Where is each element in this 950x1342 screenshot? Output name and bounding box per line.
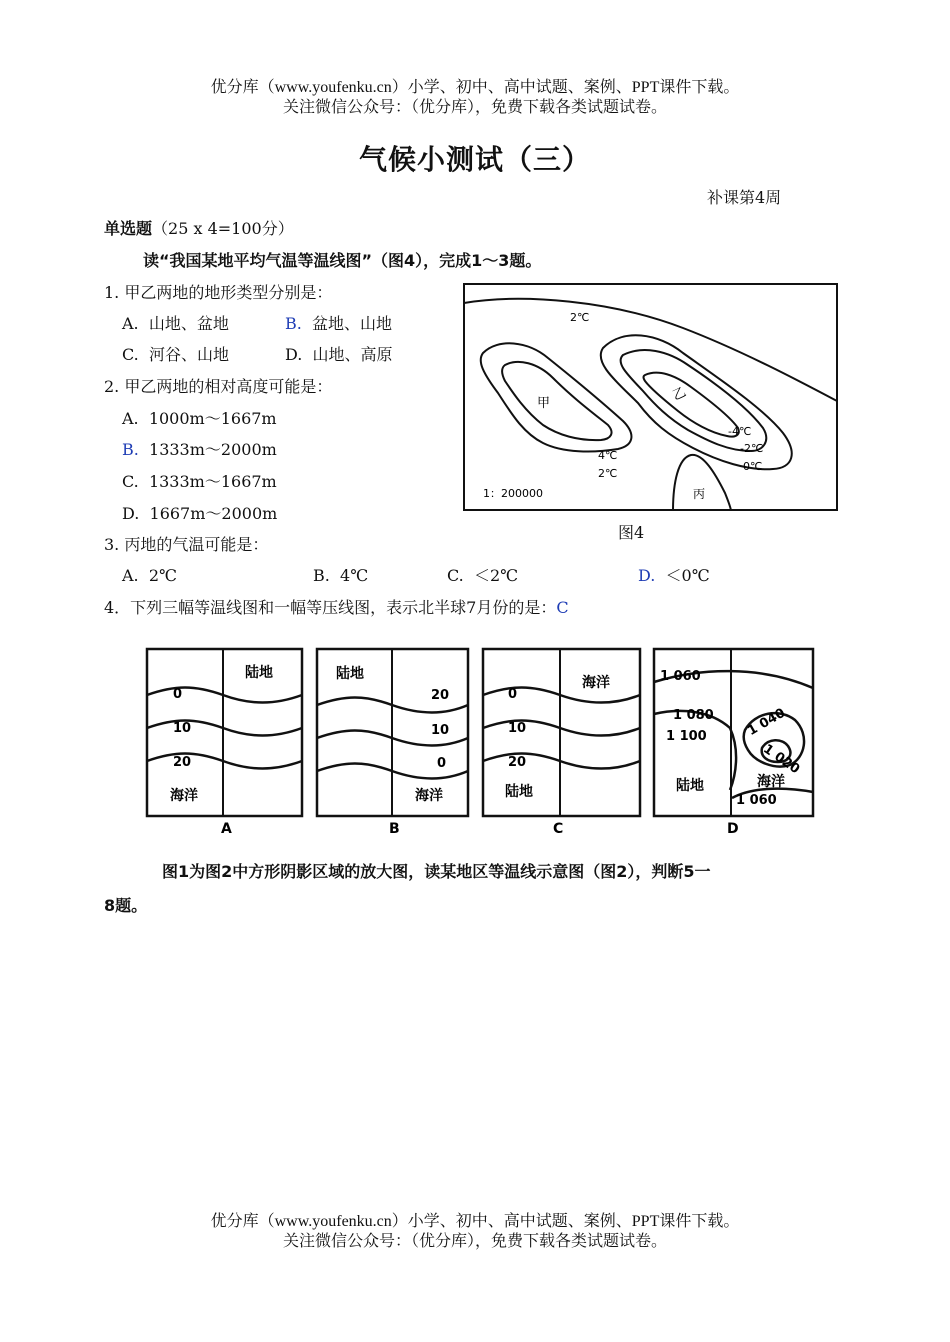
option-text: 盆地、山地	[312, 314, 393, 333]
q1-option-a	[122, 314, 229, 334]
q1-stem: 1. 甲乙两地的地形类型分别是：	[104, 283, 333, 302]
fig4-caption: 图4	[618, 523, 645, 542]
panel-a-iso-0: 0	[173, 687, 183, 702]
panel-a-land: 陆地	[245, 665, 273, 681]
fig4-isotherm-left-inner	[502, 362, 612, 440]
header-line-2: 关注微信公众号：（优分库），免费下载各类试题试卷。	[282, 99, 667, 116]
q4-answer: C	[556, 598, 569, 617]
q3-stem: 3. 丙地的气温可能是：	[104, 535, 269, 554]
section-heading	[104, 219, 294, 239]
panel-d	[654, 649, 813, 837]
panel-d-ocean: 海洋	[757, 774, 785, 790]
panel-d-iso-1080: 1 080	[673, 708, 714, 723]
panel-b-land: 陆地	[336, 666, 364, 682]
option-text: 山地、盆地	[148, 314, 229, 333]
panel-c-letter: C	[553, 821, 564, 837]
fig4-label-m2c: -2℃	[740, 442, 764, 455]
option-key: A.	[122, 409, 139, 428]
option-key: D.	[122, 504, 140, 523]
panel-d-iso-1020: 1 020	[760, 741, 803, 778]
fig4-label-bing: 丙	[693, 487, 706, 501]
panel-a-iso-20: 20	[173, 755, 192, 770]
q3-option-a	[122, 566, 177, 586]
option-key: C.	[122, 345, 139, 364]
panel-c-iso-10: 10	[508, 721, 527, 736]
q1-option-c	[122, 345, 229, 365]
panel-a	[147, 649, 302, 837]
panel-d-iso-1100: 1 100	[666, 729, 707, 744]
footer-line-2: 关注微信公众号：（优分库），免费下载各类试题试卷。	[282, 1233, 667, 1250]
option-text: 1667m～2000m	[149, 504, 278, 523]
q4-text: 4．下列三幅等温线图和一幅等压线图，表示北半球7月份的是：	[104, 598, 557, 617]
panel-d-letter: D	[727, 821, 739, 837]
panel-b	[317, 649, 468, 837]
subtitle: 补课第4周	[707, 188, 782, 207]
q3-option-d	[638, 566, 710, 586]
option-text: 河谷、山地	[148, 345, 229, 364]
q3-option-c	[447, 566, 518, 586]
q1-option-b	[285, 314, 392, 334]
fig4-label-m4c: -4℃	[728, 425, 752, 438]
q2-option-d	[122, 504, 277, 524]
footer-line-1: 优分库（www.youfenku.cn）小学、初中、高中试题、案例、PPT课件下载。	[210, 1213, 740, 1230]
intro-fig2-line1: 图1为图2中方形阴影区域的放大图，读某地区等温线示意图（图2），判断5一	[162, 862, 711, 881]
panel-c-iso-20: 20	[508, 755, 527, 770]
figure-4-isotherm-map	[463, 283, 838, 511]
panel-b-ocean: 海洋	[415, 788, 443, 804]
q3-option-b	[313, 566, 368, 586]
intro-fig2-line2: 8题。	[104, 896, 148, 915]
q2-option-b	[122, 440, 277, 460]
panel-d-iso-1060-top: 1 060	[660, 669, 701, 684]
option-text: 2℃	[148, 566, 177, 585]
option-key: B.	[285, 314, 302, 333]
q2-option-c	[122, 472, 277, 492]
option-text: 1000m～1667m	[148, 409, 277, 428]
panel-a-iso-10: 10	[173, 721, 192, 736]
section-label: 单选题	[104, 219, 153, 238]
option-key: C.	[447, 566, 464, 585]
fig4-label-jia: 甲	[537, 396, 551, 411]
figure-abcd-isolines	[140, 640, 820, 840]
fig4-label-4c: 4℃	[598, 449, 618, 462]
fig4-label-0c: 0℃	[743, 460, 763, 473]
intro-fig4: 读“我国某地平均气温等温线图”（图4），完成1～3题。	[143, 251, 542, 270]
option-key: A.	[122, 566, 139, 585]
option-key: D.	[285, 345, 303, 364]
option-key: B.	[122, 440, 139, 459]
panel-c-land: 陆地	[505, 784, 533, 800]
option-key: A.	[122, 314, 139, 333]
panel-c-iso-0: 0	[508, 687, 518, 702]
panel-a-ocean: 海洋	[170, 788, 198, 804]
option-text: ＜0℃	[665, 566, 710, 585]
panel-d-land: 陆地	[676, 778, 704, 794]
option-text: ＜2℃	[473, 566, 519, 585]
fig4-label-yi: 乙	[670, 384, 689, 404]
option-key: D.	[638, 566, 656, 585]
panel-b-iso-20: 20	[431, 688, 450, 703]
fig4-area-bing	[673, 455, 731, 511]
panel-b-letter: B	[389, 821, 400, 837]
option-text: 4℃	[340, 566, 369, 585]
panel-d-iso-1060-bottom: 1 060	[736, 793, 777, 808]
option-text: 1333m～1667m	[148, 472, 277, 491]
panel-c-ocean: 海洋	[582, 675, 610, 691]
section-detail: （25 x 4=100分）	[152, 219, 294, 238]
option-key: C.	[122, 472, 139, 491]
q2-option-a	[122, 409, 277, 429]
fig4-label-2c-top: 2℃	[570, 311, 590, 324]
option-text: 山地、高原	[312, 345, 393, 364]
q2-stem: 2. 甲乙两地的相对高度可能是：	[104, 377, 333, 396]
panel-b-iso-0: 0	[437, 756, 447, 771]
option-key: B.	[313, 566, 330, 585]
option-text: 1333m～2000m	[149, 440, 277, 459]
panel-c	[483, 649, 640, 837]
q4-stem	[104, 598, 569, 618]
fig4-scale: 1：200000	[483, 487, 543, 500]
q1-option-d	[285, 345, 393, 365]
fig4-label-2c-left: 2℃	[598, 467, 618, 480]
page-title: 气候小测试（三）	[358, 143, 591, 176]
header-line-1: 优分库（www.youfenku.cn）小学、初中、高中试题、案例、PPT课件下载。	[210, 79, 740, 96]
fig4-isotherm-left-outer	[481, 343, 632, 451]
panel-d-iso-1040: 1 040	[745, 705, 788, 740]
panel-b-iso-10: 10	[431, 723, 450, 738]
panel-a-letter: A	[221, 821, 232, 837]
